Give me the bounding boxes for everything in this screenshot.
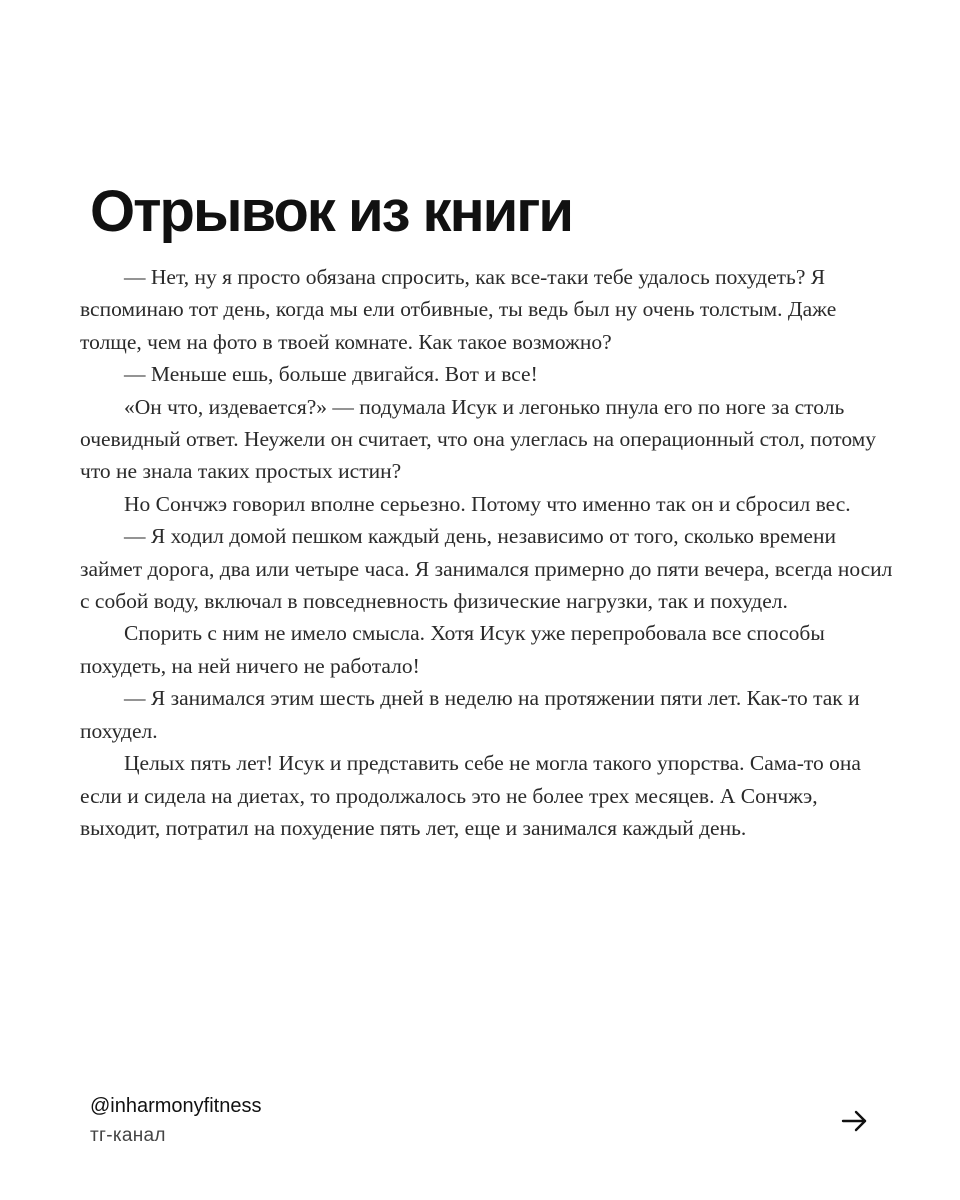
page-title: Отрывок из книги [90,179,573,244]
excerpt-paragraph: Целых пять лет! Исук и представить себе не могла такого упорства. Сама-то она если и сидела на диетах, то продолжалось это не более трех месяцев. А Сончжэ, выходит, потратил на похудение пять лет, еще и занимался каждый день. [80,751,861,840]
excerpt-paragraph: — Меньше ешь, больше двигайся. Вот и все! [124,362,538,387]
excerpt-paragraph: Но Сончжэ говорил вполне серьезно. Потому что именно так он и сбросил вес. [124,491,851,516]
excerpt-paragraph: «Он что, издевается?» — подумала Исук и легонько пнула его по ноге за столь очевидный ответ. Неужели он считает, что она улеглась на операционный стол, потому что не знала таких простых истин? [80,394,877,484]
arrow-right-icon[interactable] [840,1106,870,1136]
excerpt-paragraph: — Я ходил домой пешком каждый день, независимо от того, сколько времени займет дорога, два или четыре часа. Я занимался примерно до пяти вечера, всегда носил с собой воду, включал в повседневность физические нагрузки, так и похудел. [80,524,893,614]
excerpt-paragraph: — Я занимался этим шесть дней в неделю на протяжении пяти лет. Как-то так и похудел. [80,686,860,743]
excerpt-paragraph: — Нет, ну я просто обязана спросить, как все-таки тебе удалось похудеть? Я вспоминаю тот день, когда мы ели отбивные, ты ведь был ну очень толстым. Даже толще, чем на фото в твоей комнате. Как такое возможно? [80,265,837,354]
book-excerpt [80,261,895,844]
channel-caption: тг-канал [90,1125,166,1146]
excerpt-paragraph: Спорить с ним не имело смысла. Хотя Исук уже перепробовала все способы похудеть, на ней ничего не работало! [80,621,825,678]
account-handle: @inharmonyfitness [90,1095,262,1117]
